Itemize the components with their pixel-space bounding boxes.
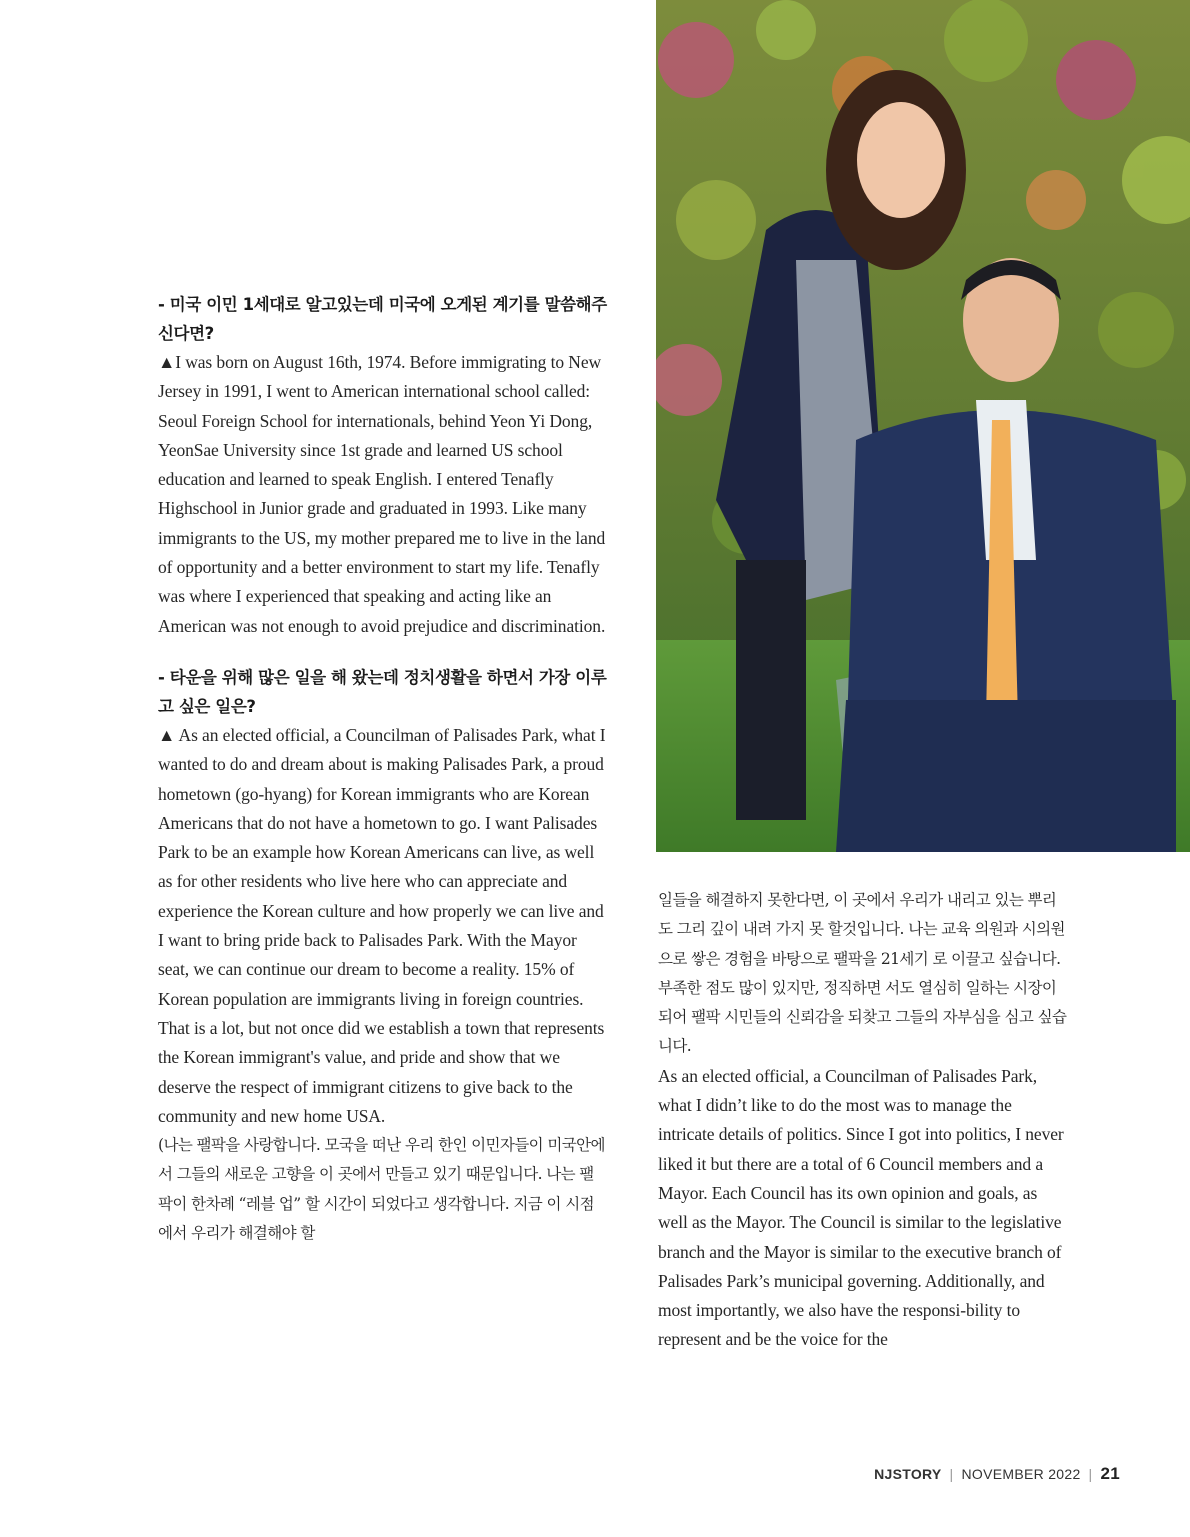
right-column — [658, 886, 1068, 1355]
section2-question: - 타운을 위해 많은 일을 해 왔는데 정치생활을 하면서 가장 이루고 싶은 일은? — [158, 667, 607, 716]
section3-answer: As an elected official, a Councilman of Palisades Park, what I didn’t like to do the most was to manage the intricate details of politics. Since I got into politics, I never liked it but there are a total of 6 Council members and a Mayor. Each Council has its own opinion and goals, as well as the Mayor. The Council is similar to the legislative branch and the Mayor is similar to the executive branch of Palisades Park’s municipal governing. Additionally, and most importantly, we also have the responsi-bility to represent and be the voice for the — [658, 1065, 1064, 1350]
section2-answer: ▲ As an elected official, a Councilman of Palisades Park, what I wanted to do and dream about is making Palisades Park, a proud hometown (go-hyang) for Korean immigrants who are Korean Americans that do not have a hometown to go. I want Palisades Park to be an example how Korean Americans can live, as well as for other residents who live here who can appreciate and experience the Korean culture and how properly we can live and I want to bring pride back to Palisades Park. With the Mayor seat, we can continue our dream to become a reality. 15% of Korean population are immigrants living in foreign countries. That is a lot, but not once did we establish a town that represents the Korean immigrant's value, and pride and show that we deserve the respect of immigrant citizens to give back to the community and new home USA. — [158, 724, 606, 1126]
section1-answer: ▲I was born on August 16th, 1974. Before immigrating to New Jersey in 1991, I went to American international school called: Seoul Foreign School for internationals, behind Yeon Yi Dong, YeonSae University since 1st grade and learned US school education and learned to speak English. I entered Tenafly Highschool in Junior grade and graduated in 1993. Like many immigrants to the US, my mother prepared me to live in the land of opportunity and a better environment to start my life. Tenafly was where I experienced that speaking and acting like an American was not enough to avoid prejudice and discrimination. — [158, 352, 606, 636]
footer-brand: NJSTORY — [874, 1466, 942, 1482]
section2-korean: (나는 팰팍을 사랑합니다. 모국을 떠난 우리 한인 이민자들이 미국안에서 그들의 새로운 고향을 이 곳에서 만들고 있기 때문입니다. 나는 팰팍이 한차례 “레블 업” 할 시간이 되었다고 생각합니다. 지금 이 시점 에서 우리가 해결해야 할 — [158, 1136, 605, 1243]
page-footer — [874, 1464, 1120, 1484]
portrait-photo — [656, 0, 1190, 852]
footer-separator-2: | — [1088, 1466, 1093, 1482]
section1-question: - 미국 이민 1세대로 알고있는데 미국에 오게된 계기를 말씀해주신다면? — [158, 295, 607, 343]
section3-korean: 일들을 해결하지 못한다면, 이 곳에서 우리가 내리고 있는 뿌리도 그리 깊이 내려 가지 못 할것입니다. 나는 교육 의원과 시의원으로 쌓은 경험을 바탕으로 팰팍을 21세기 로 이끌고 싶습니다. 부족한 점도 많이 있지만, 정직하면 서도 열심히 일하는 시장이 되어 팰팍 시민들의 신뢰감을 되찾고 그들의 자부심을 심고 싶습니다. — [658, 891, 1067, 1056]
left-column — [158, 290, 608, 1248]
page-number: 21 — [1100, 1464, 1120, 1483]
footer-issue: NOVEMBER 2022 — [961, 1466, 1081, 1482]
footer-separator: | — [949, 1466, 954, 1482]
